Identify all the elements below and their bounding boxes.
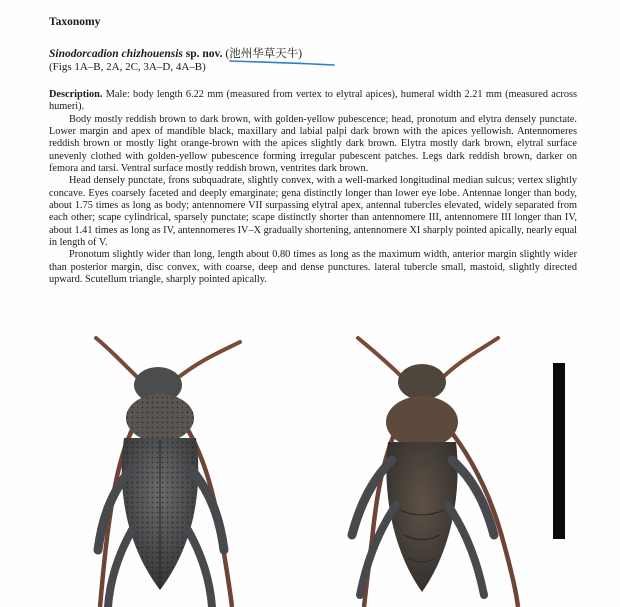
species-name: Sinodorcadion chizhouensis <box>49 48 183 60</box>
section-heading: Taxonomy <box>49 16 101 28</box>
specimen-figure <box>0 330 620 607</box>
description-paragraph-2: Body mostly reddish brown to dark brown, with golden-yellow pubescence; head, pronotum and elytra densely punctate. Lower margin and apex of mandible black, maxillary and labial palpi dark brown with the apices yellowish. Antennomeres reddish brown or mostly light orange-brown with the apices slightly dark brown. Elytra mostly dark brown, elytral surface unevenly clothed with golden-yellow pubescence forming irregular pubescent patches. Legs dark reddish brown, darker on femora and tarsi. Ventral surface mostly reddish brown, ventrites dark brown. <box>49 113 577 175</box>
description-paragraph-1 <box>49 89 577 114</box>
figure-reference: (Figs 1A–B, 2A, 2C, 3A–D, 4A–B) <box>49 61 206 73</box>
description-paragraph-3: Head densely punctate, frons subquadrate, slightly convex, with a well-marked longitudinal median sulcus; vertex slightly concave. Eyes coarsely faceted and deeply emarginate; gena distinctly longer than lower eye lobe. Antennae longer than body, about 1.75 times as long as body; antennomere VII surpassing elytral apex, antennal tubercles elevated, widely separated from each other; scape cylindrical, sparsely punctate; scape distinctly shorter than antennomere III, antennomere III longer than IV, about 1.41 times as long as IV, antennomeres IV–X gradually shortening, antennomere XI sharply pointed apically, nearly equal in length of V. <box>49 175 577 249</box>
ventral-specimen <box>352 338 518 607</box>
species-status: sp. nov. <box>185 48 223 60</box>
description-text <box>49 89 577 287</box>
description-p1-text: Male: body length 6.22 mm (measured from vertex to elytral apices), humeral width 2.21 mm (measured across humeri). <box>49 89 577 113</box>
description-paragraph-4: Pronotum slightly wider than long, length about 0.80 times as long as the maximum width, anterior margin slightly wider than posterior margin, disc convex, with coarse, deep and dense punctures. lateral tubercle small, mastoid, slightly directed upward. Scutellum triangle, sharply pointed apically. <box>49 249 577 286</box>
annotation-underline <box>229 59 335 67</box>
dorsal-specimen <box>96 338 240 607</box>
species-chinese-name: (池州华草天牛) <box>225 48 303 60</box>
description-label: Description. <box>49 89 103 100</box>
scale-bar <box>553 363 565 539</box>
